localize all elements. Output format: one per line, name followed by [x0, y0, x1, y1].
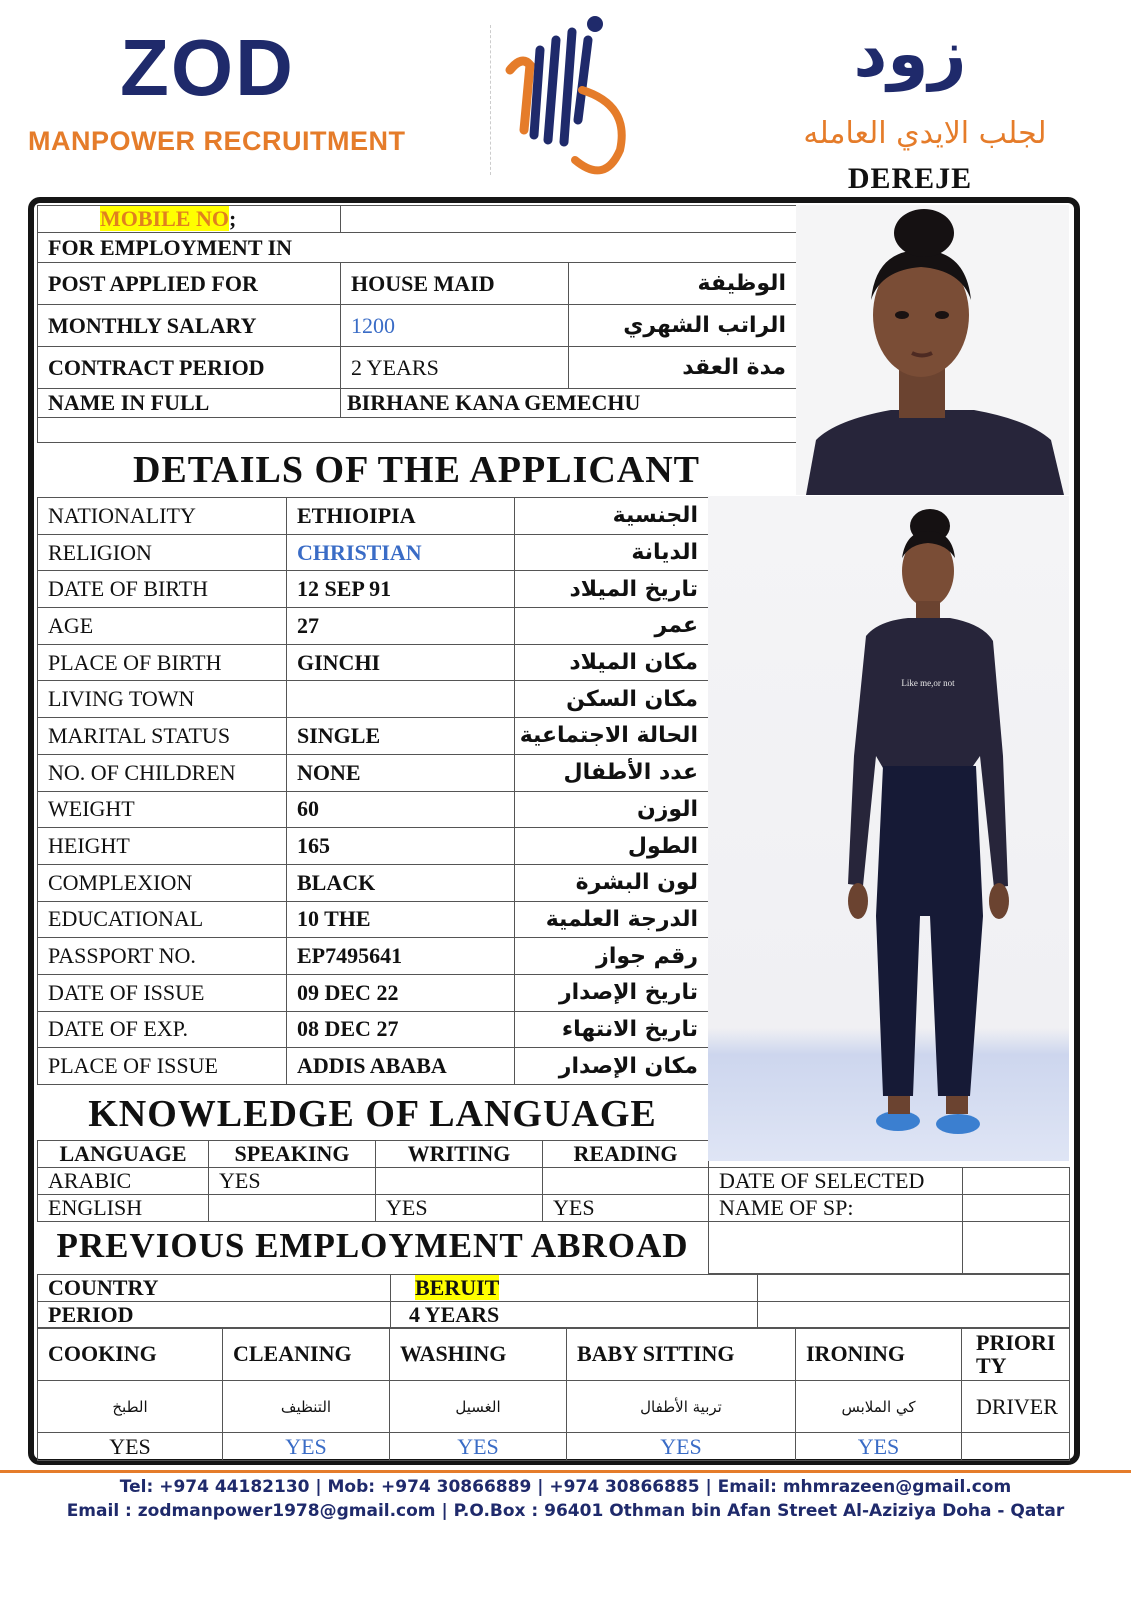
country-extra [758, 1275, 1070, 1302]
period-extra [758, 1302, 1070, 1329]
lang-english-writing: YES [376, 1195, 543, 1222]
brand-logo-arabic-subtitle: لجلب الايدي العامله [803, 116, 1047, 151]
contract-label-ar: مدة العقد [569, 347, 797, 389]
country-value-cell [391, 1275, 758, 1302]
brand-logo-title: ZOD [120, 23, 295, 112]
details-label: DATE OF EXP. [38, 1011, 287, 1048]
applicant-portrait-photo [796, 205, 1069, 495]
details-label: LIVING TOWN [38, 681, 287, 718]
date-selected-label: DATE OF SELECTED [709, 1168, 963, 1195]
details-value: SINGLE [287, 718, 515, 755]
footer-contact-line1: Tel: +974 44182130 | Mob: +974 30866889 | +974 30866885 | Email: mhmrazeen@gmail.com [119, 1477, 1012, 1497]
skill-washing-header: WASHING [390, 1328, 567, 1381]
details-label-ar: تاريخ الانتهاء [515, 1011, 709, 1048]
details-label-ar: لون البشرة [515, 864, 709, 901]
skill-cleaning-ar: التنظيف [223, 1381, 390, 1433]
agent-name: DEREJE [847, 162, 973, 195]
details-label: EDUCATIONAL [38, 901, 287, 938]
details-value: 165 [287, 828, 515, 865]
details-row [38, 1048, 709, 1085]
details-value: EP7495641 [287, 938, 515, 975]
details-row [38, 608, 709, 645]
details-label: RELIGION [38, 534, 287, 571]
details-label: DATE OF BIRTH [38, 571, 287, 608]
sp-name-label: NAME OF SP: [709, 1195, 963, 1222]
post-label: POST APPLIED FOR [38, 263, 341, 305]
lang-arabic-speaking: YES [209, 1168, 376, 1195]
details-label-ar: مكان السكن [515, 681, 709, 718]
skill-cleaning-header: CLEANING [223, 1328, 390, 1381]
details-label-ar: الوزن [515, 791, 709, 828]
country-label: COUNTRY [38, 1275, 391, 1302]
details-row [38, 901, 709, 938]
details-row [38, 791, 709, 828]
details-label-ar: الجنسية [515, 498, 709, 535]
details-value: 12 SEP 91 [287, 571, 515, 608]
contract-value: 2 YEARS [341, 347, 569, 389]
details-value: 27 [287, 608, 515, 645]
employment-label: FOR EMPLOYMENT IN [38, 233, 797, 263]
details-value: GINCHI [287, 644, 515, 681]
spacer-row [38, 418, 797, 443]
details-row [38, 938, 709, 975]
details-label: HEIGHT [38, 828, 287, 865]
lang-english-speaking [209, 1195, 376, 1222]
details-label-ar: عدد الأطفال [515, 754, 709, 791]
brand-logo-arabic: زود [853, 15, 967, 92]
details-value: 09 DEC 22 [287, 974, 515, 1011]
details-value: NONE [287, 754, 515, 791]
previous-employment-title: PREVIOUS EMPLOYMENT ABROAD [56, 1226, 689, 1265]
applicant-fullbody-photo [708, 496, 1069, 1161]
skill-babysitting-value: YES [567, 1433, 796, 1461]
details-row [38, 864, 709, 901]
details-label: MARITAL STATUS [38, 718, 287, 755]
selection-table [708, 1167, 1070, 1274]
lang-arabic: ARABIC [38, 1168, 209, 1195]
details-label: COMPLEXION [38, 864, 287, 901]
blank-cell [709, 1222, 963, 1274]
header-divider [490, 25, 491, 175]
skill-priority-blank [962, 1433, 1070, 1461]
details-label-ar: رقم جواز [515, 938, 709, 975]
details-row [38, 828, 709, 865]
details-label: AGE [38, 608, 287, 645]
details-value: BLACK [287, 864, 515, 901]
skill-ironing-ar: كي الملابس [796, 1381, 962, 1433]
details-label-ar: الديانة [515, 534, 709, 571]
skill-priority-header: PRIORI TY [962, 1328, 1070, 1381]
skill-babysitting-header: BABY SITTING [567, 1328, 796, 1381]
lang-english-reading: YES [543, 1195, 709, 1222]
skill-cleaning-value: YES [223, 1433, 390, 1461]
details-label-ar: تاريخ الميلاد [515, 571, 709, 608]
applicant-details-table [37, 497, 709, 1085]
details-value: ETHIOIPIA [287, 498, 515, 535]
skill-cooking-value: YES [38, 1433, 223, 1461]
details-value [287, 681, 515, 718]
language-table [37, 1140, 709, 1222]
mobile-label: MOBILE NO [100, 206, 229, 231]
post-label-ar: الوظيفة [569, 263, 797, 305]
shirt-text: Like me,or not [901, 678, 955, 688]
skill-cooking-ar: الطبخ [38, 1381, 223, 1433]
details-label-ar: عمر [515, 608, 709, 645]
mobile-label-cell [38, 206, 341, 233]
lang-arabic-writing [376, 1168, 543, 1195]
period-value: 4 YEARS [391, 1302, 758, 1329]
footer-contact-line2: Email : zodmanpower1978@gmail.com | P.O.Box : 96401 Othman bin Afan Street Al-Aziziya Doha - Qatar [66, 1501, 1065, 1521]
brand-logo-subtitle: MANPOWER RECRUITMENT [28, 126, 406, 156]
skill-priority-value: DRIVER [962, 1381, 1070, 1433]
skill-ironing-header: IRONING [796, 1328, 962, 1381]
details-label: NO. OF CHILDREN [38, 754, 287, 791]
blank-cell-2 [963, 1222, 1070, 1274]
details-label-ar: تاريخ الإصدار [515, 974, 709, 1011]
details-row [38, 718, 709, 755]
details-value: 60 [287, 791, 515, 828]
skill-babysitting-ar: تربية الأطفال [567, 1381, 796, 1433]
skill-ironing-value: YES [796, 1433, 962, 1461]
details-row [38, 571, 709, 608]
employment-info-table [37, 205, 797, 443]
previous-employment-table [37, 1274, 1070, 1329]
details-label: WEIGHT [38, 791, 287, 828]
details-value: CHRISTIAN [287, 534, 515, 571]
details-label: PASSPORT NO. [38, 938, 287, 975]
details-row [38, 1011, 709, 1048]
brand-emblem-icon [500, 10, 640, 180]
lang-arabic-reading [543, 1168, 709, 1195]
mobile-value [341, 206, 797, 233]
details-value: ADDIS ABABA [287, 1048, 515, 1085]
details-label-ar: مكان الميلاد [515, 644, 709, 681]
contract-label: CONTRACT PERIOD [38, 347, 341, 389]
date-selected-value [963, 1168, 1070, 1195]
mobile-suffix: ; [228, 206, 237, 231]
fullname-label: NAME IN FULL [38, 389, 341, 418]
fullname-value: BIRHANE KANA GEMECHU [341, 389, 797, 418]
details-title: DETAILS OF THE APPLICANT [132, 449, 701, 491]
country-value: BERUIT [415, 1275, 500, 1300]
footer-divider [0, 1470, 1131, 1473]
details-label-ar: مكان الإصدار [515, 1048, 709, 1085]
period-label: PERIOD [38, 1302, 391, 1329]
details-value: 08 DEC 27 [287, 1011, 515, 1048]
salary-label: MONTHLY SALARY [38, 305, 341, 347]
skill-washing-value: YES [390, 1433, 567, 1461]
language-title: KNOWLEDGE OF LANGUAGE [88, 1093, 657, 1135]
details-row [38, 498, 709, 535]
lang-header-speaking: SPEAKING [209, 1141, 376, 1168]
skill-washing-ar: الغسيل [390, 1381, 567, 1433]
skill-cooking-header: COOKING [38, 1328, 223, 1381]
details-label: NATIONALITY [38, 498, 287, 535]
details-label: DATE OF ISSUE [38, 974, 287, 1011]
salary-value: 1200 [341, 305, 569, 347]
details-value: 10 THE [287, 901, 515, 938]
details-label-ar: الطول [515, 828, 709, 865]
details-row [38, 644, 709, 681]
post-value: HOUSE MAID [341, 263, 569, 305]
lang-header-reading: READING [543, 1141, 709, 1168]
lang-header-writing: WRITING [376, 1141, 543, 1168]
details-row [38, 681, 709, 718]
details-row [38, 534, 709, 571]
sp-name-value [963, 1195, 1070, 1222]
details-label: PLACE OF BIRTH [38, 644, 287, 681]
skills-table [37, 1327, 1070, 1461]
lang-header-language: LANGUAGE [38, 1141, 209, 1168]
details-label-ar: الحالة الاجتماعية [515, 718, 709, 755]
details-label: PLACE OF ISSUE [38, 1048, 287, 1085]
salary-label-ar: الراتب الشهري [569, 305, 797, 347]
details-label-ar: الدرجة العلمية [515, 901, 709, 938]
details-row [38, 974, 709, 1011]
lang-english: ENGLISH [38, 1195, 209, 1222]
details-row [38, 754, 709, 791]
